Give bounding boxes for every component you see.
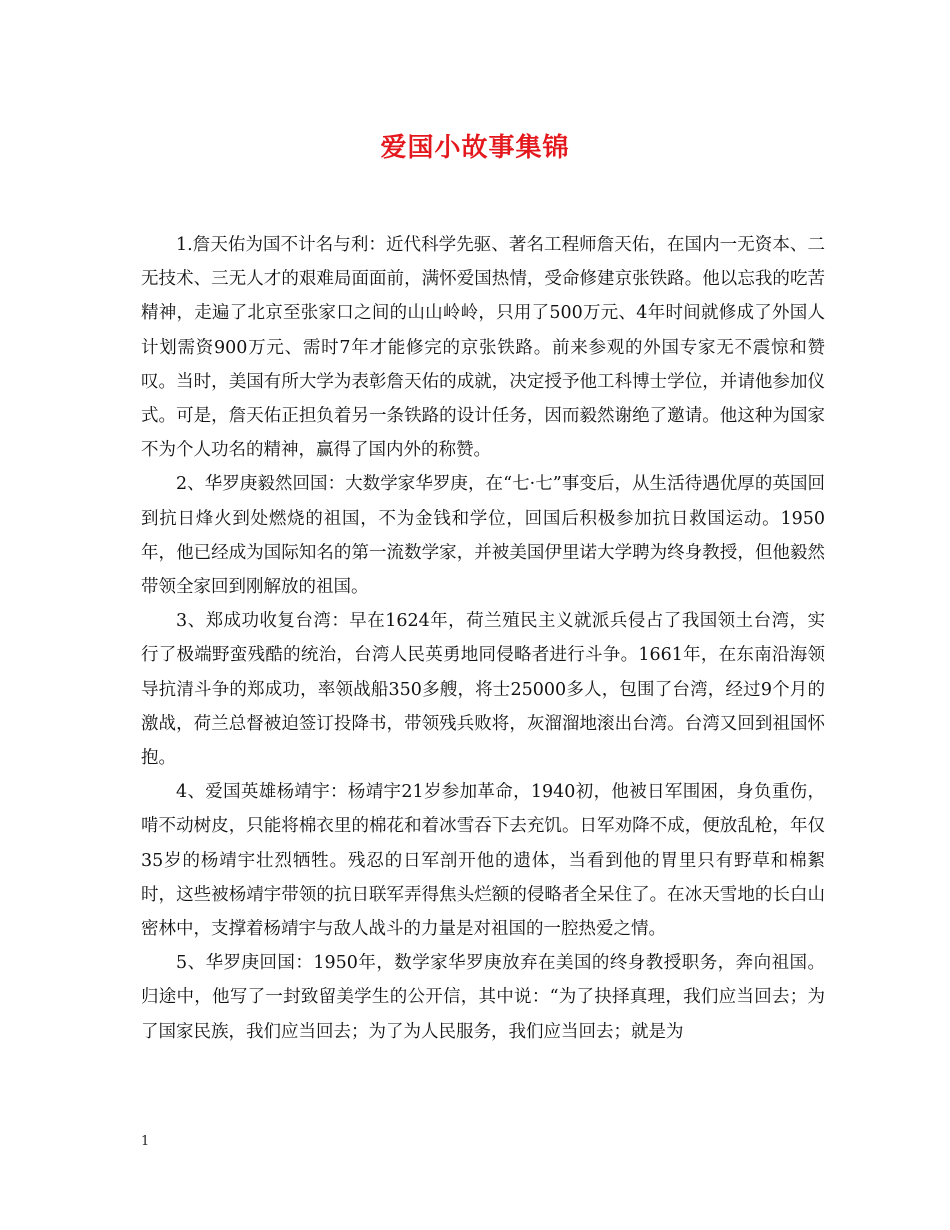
paragraph-5: 5、华罗庚回国：1950年，数学家华罗庚放弃在美国的终身教授职务，奔向祖国。归途中，他写了一封致留美学生的公开信，其中说：“为了抉择真理，我们应当回去；为了国家民族，我们应当回去；为了为人民服务，我们应当回去；就是为: [141, 953, 825, 1042]
article-body: [141, 228, 825, 1049]
page-number: 1: [141, 1134, 150, 1149]
paragraph-4: 4、爱国英雄杨靖宇：杨靖宇21岁参加革命，1940初，他被日军围困，身负重伤，啃不动树皮，只能将棉衣里的棉花和着冰雪吞下去充饥。日军劝降不成，便放乱枪，年仅35岁的杨靖宇壮烈牺牲。残忍的日军剖开他的遗体，当看到他的胃里只有野草和棉絮时，这些被杨靖宇带领的抗日联军弄得焦头烂额的侵略者全呆住了。在冰天雪地的长白山密林中，支撑着杨靖宇与敌人战斗的力量是对祖国的一腔热爱之情。: [141, 782, 825, 940]
paragraph-1: 1.詹天佑为国不计名与利：近代科学先驱、著名工程师詹天佑，在国内一无资本、二无技术、三无人才的艰难局面面前，满怀爱国热情，受命修建京张铁路。他以忘我的吃苦精神，走遍了北京至张家口之间的山山岭岭，只用了500万元、4年时间就修成了外国人计划需资900万元、需时7年才能修完的京张铁路。前来参观的外国专家无不震惊和赞叹。当时，美国有所大学为表彰詹天佑的成就，决定授予他工科博士学位，并请他参加仪式。可是，詹天佑正担负着另一条铁路的设计任务，因而毅然谢绝了邀请。他这种为国家不为个人功名的精神，赢得了国内外的称赞。: [141, 235, 825, 461]
paragraph-2: 2、华罗庚毅然回国：大数学家华罗庚，在“七·七”事变后，从生活待遇优厚的英国回到抗日烽火到处燃烧的祖国，不为金钱和学位，回国后积极参加抗日救国运动。1950年，他已经成为国际知名的第一流数学家，并被美国伊里诺大学聘为终身教授，但他毅然带领全家回到刚解放的祖国。: [141, 474, 825, 598]
page-title: 爱国小故事集锦: [380, 133, 570, 163]
paragraph-3: 3、郑成功收复台湾：早在1624年，荷兰殖民主义就派兵侵占了我国领土台湾，实行了极端野蛮残酷的统治，台湾人民英勇地同侵略者进行斗争。1661年，在东南沿海领导抗清斗争的郑成功，率领战船350多艘，将士25000多人，包围了台湾，经过9个月的激战，荷兰总督被迫签订投降书，带领残兵败将，灰溜溜地滚出台湾。台湾又回到祖国怀抱。: [141, 611, 825, 769]
